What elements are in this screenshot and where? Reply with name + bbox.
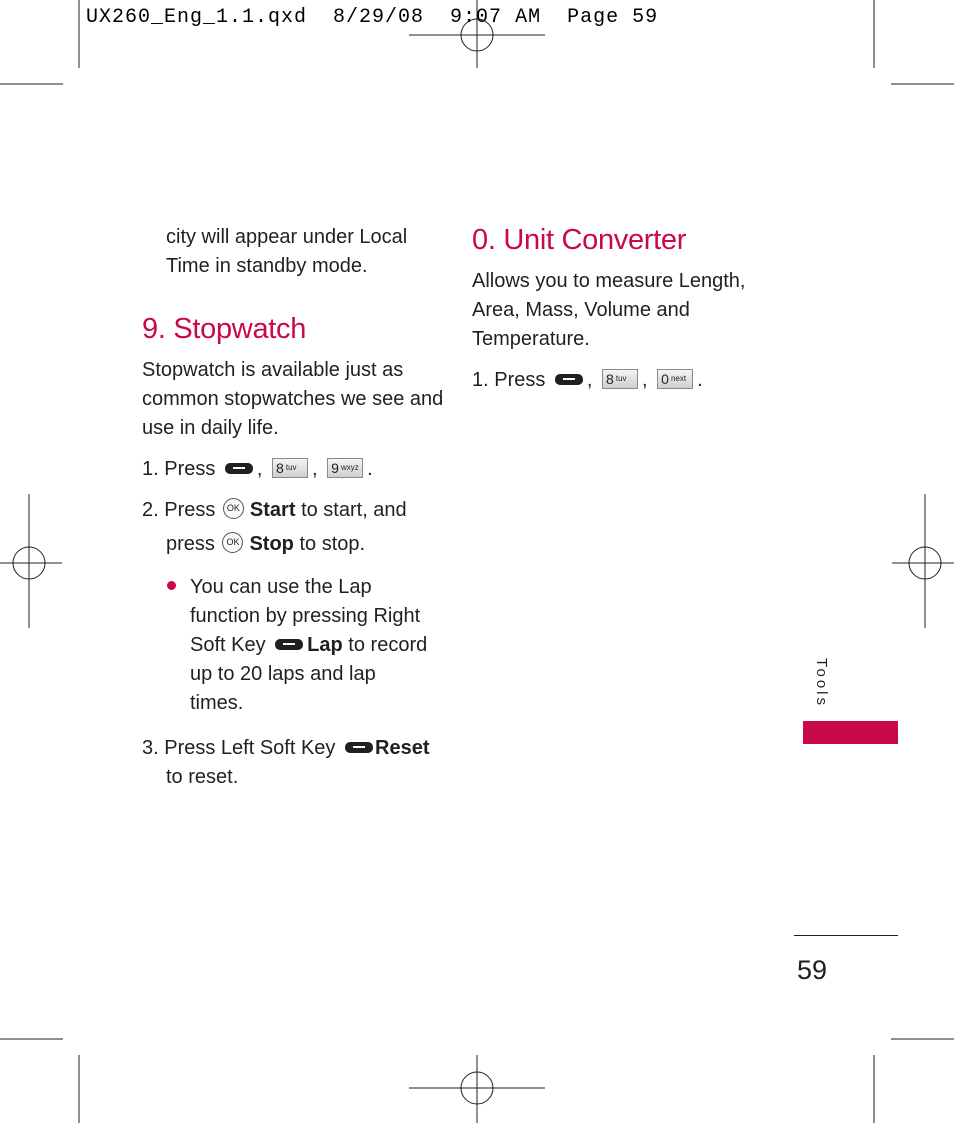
step-text: 1. Press	[142, 458, 216, 480]
step-text: to start, and	[301, 499, 407, 521]
stopwatch-intro	[142, 356, 443, 443]
lap-label: Lap	[307, 634, 343, 656]
page-number: 59	[797, 955, 828, 985]
key-0-icon	[657, 369, 693, 389]
comma: ,	[256, 458, 263, 480]
ok-key-icon: OK	[223, 498, 244, 519]
print-slug-line: UX260_Eng_1.1.qxd 8/29/08 9:07 AM Page 59	[86, 6, 659, 29]
text-line: Temperature.	[472, 328, 590, 350]
right-soft-key-icon	[275, 639, 303, 650]
comma: ,	[642, 369, 648, 391]
text-line: to reset.	[166, 766, 239, 788]
key-letters: tuv	[615, 373, 627, 383]
text-line: Time in standby mode.	[166, 255, 368, 277]
continuation-text	[166, 223, 407, 281]
text-line: function by pressing Right	[190, 605, 421, 627]
key-digit: 0	[661, 370, 669, 387]
key-digit: 8	[606, 370, 614, 387]
text-line: Stopwatch is available just as	[142, 359, 404, 381]
ok-key-icon: OK	[222, 532, 243, 553]
key-8-icon	[602, 369, 638, 389]
key-letters: tuv	[285, 462, 297, 472]
text-line: times.	[190, 692, 244, 714]
key-letters: next	[670, 373, 687, 383]
text-line: use in daily life.	[142, 417, 279, 439]
bullet-dot	[167, 581, 176, 590]
step-text: press	[166, 533, 215, 555]
menu-soft-key-icon	[555, 374, 583, 385]
key-9-icon	[327, 458, 363, 478]
step-text: to stop.	[299, 533, 366, 555]
key-letters: wxyz	[340, 462, 359, 472]
unit-converter-intro	[472, 267, 746, 354]
key-digit: 9	[331, 459, 339, 476]
stopwatch-step-2	[142, 496, 407, 559]
menu-soft-key-icon	[225, 463, 253, 474]
left-soft-key-icon	[345, 742, 373, 753]
start-label: Start	[249, 499, 296, 521]
step-text: 1. Press	[472, 369, 546, 391]
text-line: city will appear under Local	[166, 226, 408, 248]
step-text: 2. Press	[142, 499, 216, 521]
text-line: Area, Mass, Volume and	[472, 299, 690, 321]
comma: ,	[312, 458, 318, 480]
text-line: Soft Key	[190, 634, 266, 656]
period: .	[367, 458, 373, 480]
reset-label: Reset	[375, 737, 430, 759]
text-line: Allows you to measure Length,	[472, 270, 746, 292]
unit-converter-step-1	[472, 366, 703, 395]
step-text: 3. Press Left Soft Key	[142, 737, 336, 759]
section-tab-marker	[803, 721, 898, 744]
text-line: common stopwatches we see and	[142, 388, 444, 410]
period: .	[697, 369, 703, 391]
stopwatch-step-1	[142, 455, 373, 484]
text-line: You can use the Lap	[190, 576, 372, 598]
text-line: to record	[348, 634, 428, 656]
text-line: up to 20 laps and lap	[190, 663, 376, 685]
stopwatch-step-3	[142, 734, 429, 792]
page-number-rule	[794, 935, 898, 936]
key-8-icon	[272, 458, 308, 478]
stop-label: Stop	[249, 533, 294, 555]
lap-bullet	[190, 573, 427, 718]
unit-converter-heading: 0. Unit Converter	[472, 224, 687, 256]
section-tab-label: Tools	[813, 658, 830, 709]
key-digit: 8	[276, 459, 284, 476]
stopwatch-heading: 9. Stopwatch	[142, 313, 307, 345]
comma: ,	[586, 369, 593, 391]
